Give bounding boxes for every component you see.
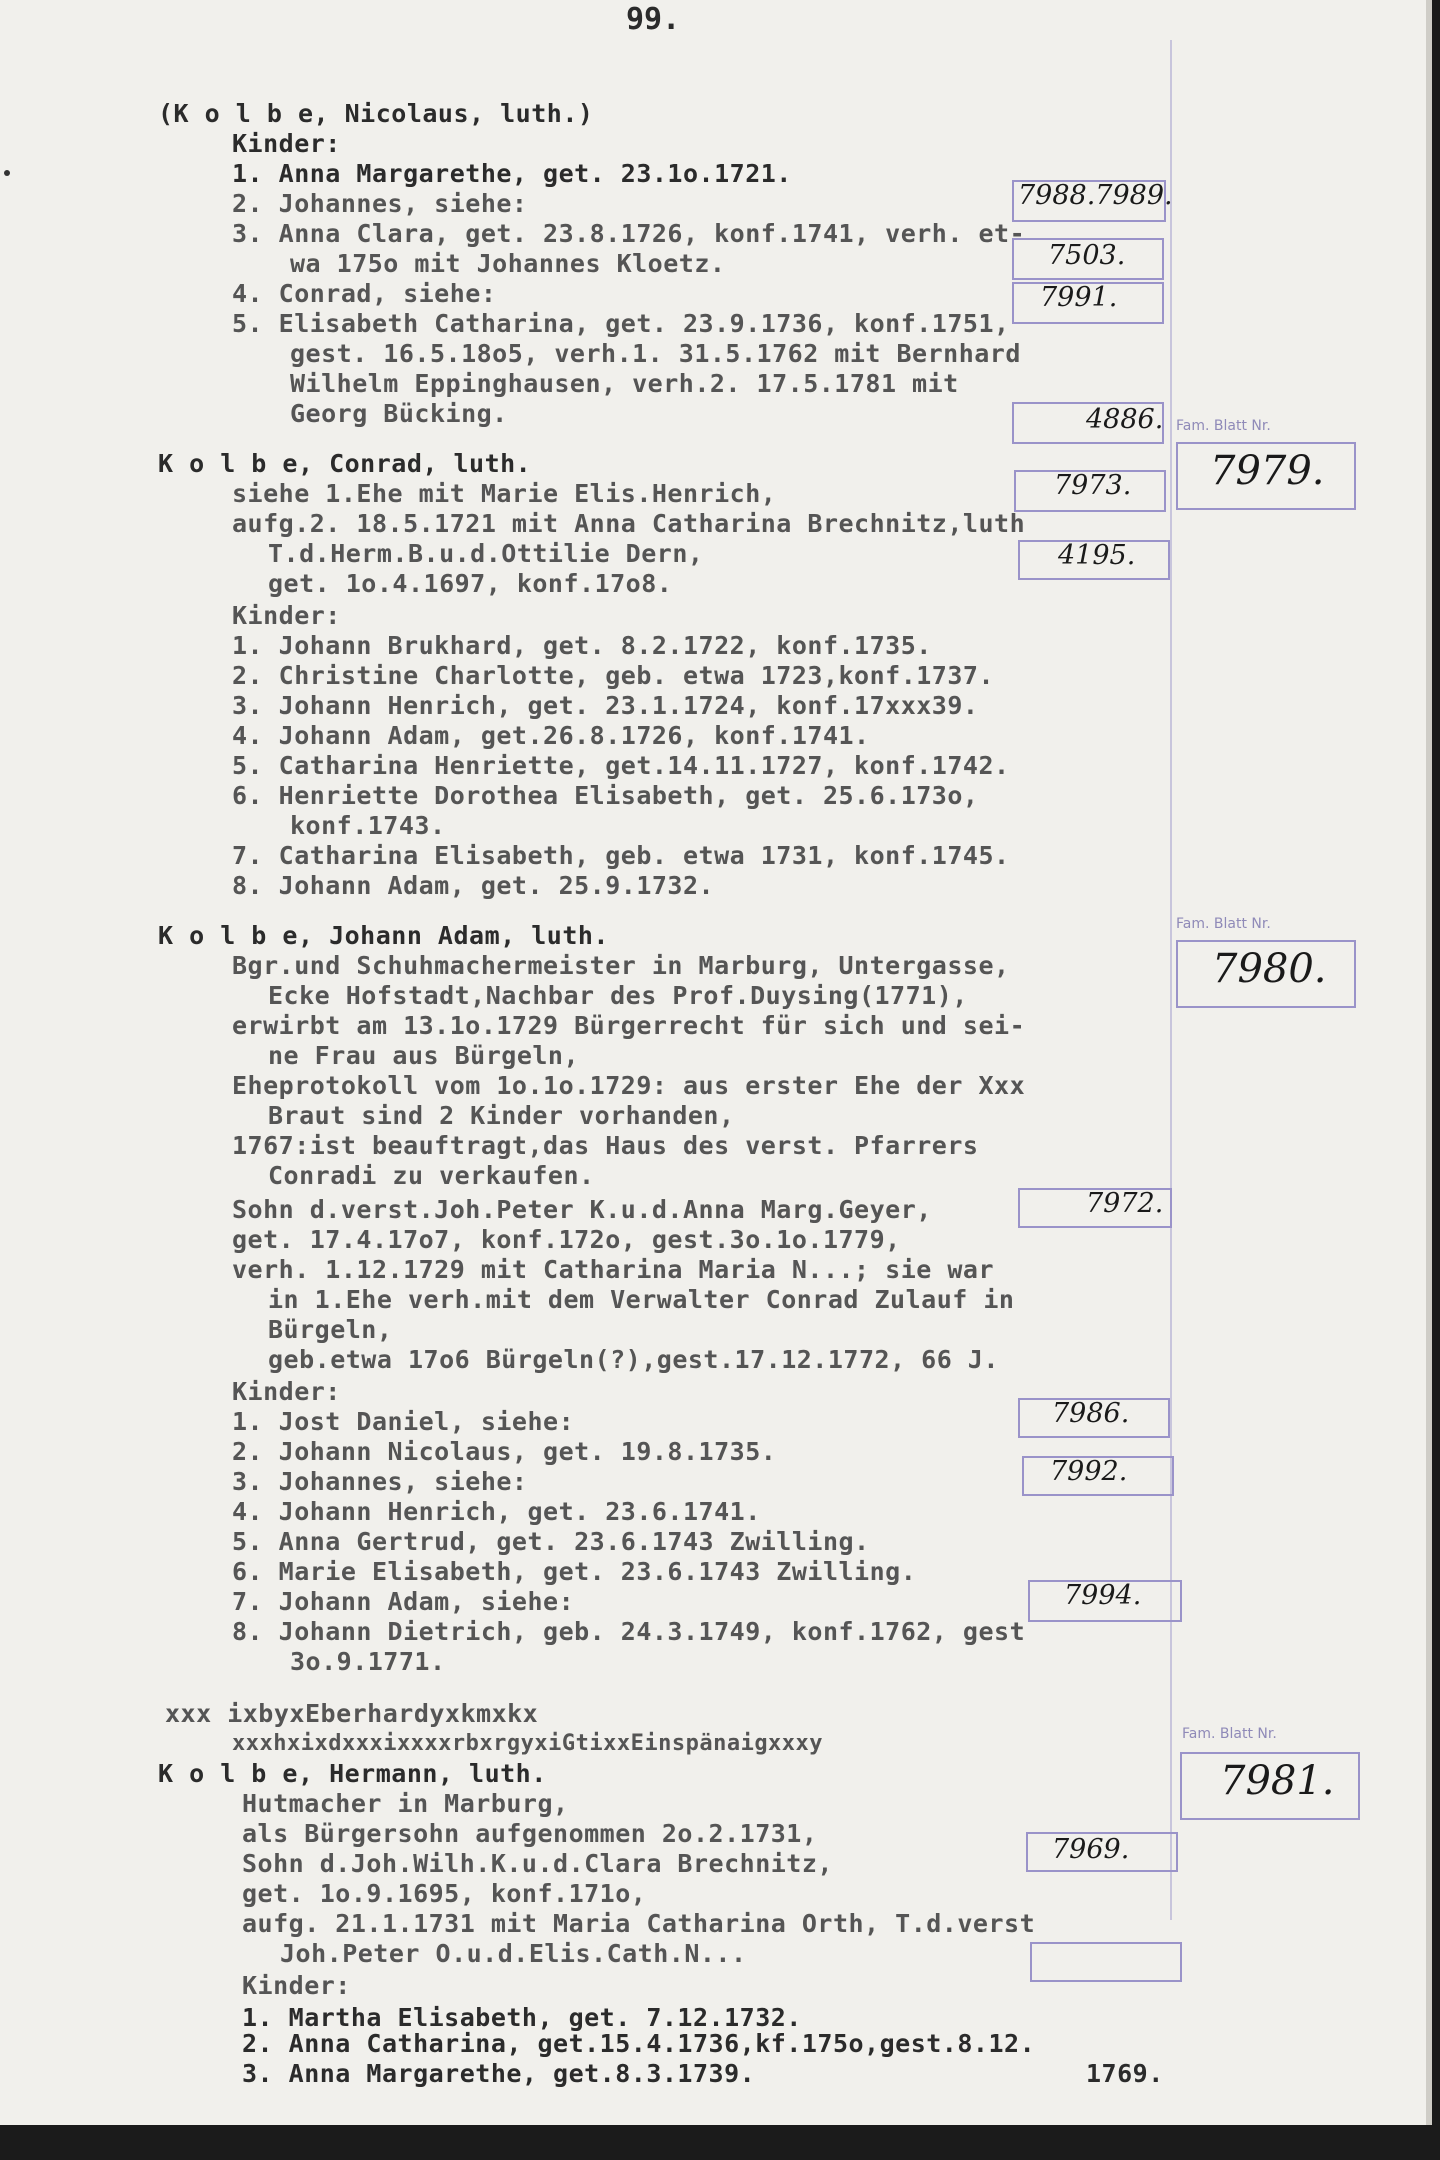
child-line: 4. Johann Adam, get.26.8.1726, konf.1741.	[232, 721, 870, 750]
child-line: 1. Johann Brukhard, get. 8.2.1722, konf.1735.	[232, 631, 932, 660]
child-line: Georg Bücking.	[290, 399, 508, 428]
child-line: 3. Anna Margarethe, get.8.3.1739.	[242, 2059, 756, 2088]
child-line: 5. Anna Gertrud, get. 23.6.1743 Zwilling.	[232, 1527, 870, 1556]
child-line: gest. 16.5.18o5, verh.1. 31.5.1762 mit Bernhard	[290, 339, 1021, 368]
entry-heading-nicolaus: (K o l b e, Nicolaus, luth.)	[158, 99, 594, 128]
kinder-label: Kinder:	[232, 601, 341, 630]
child-line: wa 175o mit Johannes Kloetz.	[290, 249, 726, 278]
child-line: 2. Christine Charlotte, geb. etwa 1723,konf.1737.	[232, 661, 995, 690]
entry-line: Eheprotokoll vom 1o.1o.1729: aus erster Ehe der Xxx	[232, 1071, 1026, 1100]
entry-line: get. 1o.4.1697, konf.17o8.	[268, 569, 673, 598]
fam-blatt-label: Fam. Blatt Nr.	[1176, 916, 1271, 932]
child-line: konf.1743.	[290, 811, 446, 840]
entry-line: geb.etwa 17o6 Bürgeln(?),gest.17.12.1772, 66 J.	[268, 1345, 999, 1374]
fam-blatt-number: 7981.	[1220, 1758, 1335, 1804]
kinder-label: Kinder:	[242, 1971, 351, 2000]
entry-line: 1767:ist beauftragt,das Haus des verst. Pfarrers	[232, 1131, 979, 1160]
struck-text: xxx ixbyxEberhardyxkmxkx	[165, 1699, 539, 1728]
entry-line: in 1.Ehe verh.mit dem Verwalter Conrad Zulauf in	[268, 1285, 1015, 1314]
ref-box-empty	[1030, 1942, 1182, 1982]
entry-line: Sohn d.verst.Joh.Peter K.u.d.Anna Marg.Geyer,	[232, 1195, 932, 1224]
fam-blatt-label: Fam. Blatt Nr.	[1182, 1726, 1277, 1742]
child-line: 3. Johannes, siehe:	[232, 1467, 528, 1496]
ref-number: 7991.	[1040, 282, 1118, 313]
entry-line: Sohn d.Joh.Wilh.K.u.d.Clara Brechnitz,	[242, 1849, 833, 1878]
child-line: 7. Johann Adam, siehe:	[232, 1587, 575, 1616]
child-line: 2. Johannes, siehe:	[232, 189, 528, 218]
entry-line: Bgr.und Schuhmachermeister in Marburg, Untergasse,	[232, 951, 1010, 980]
ref-number: 7994.	[1064, 1580, 1142, 1611]
child-line: 4. Conrad, siehe:	[232, 279, 497, 308]
ref-number: 7986.	[1052, 1398, 1130, 1429]
entry-line: get. 1o.9.1695, konf.171o,	[242, 1879, 647, 1908]
ref-number: 7973.	[1054, 470, 1132, 501]
entry-line: Ecke Hofstadt,Nachbar des Prof.Duysing(1771),	[268, 981, 968, 1010]
entry-line: als Bürgersohn aufgenommen 2o.2.1731,	[242, 1819, 818, 1848]
entry-line: Braut sind 2 Kinder vorhanden,	[268, 1101, 735, 1130]
entry-line: Conradi zu verkaufen.	[268, 1161, 595, 1190]
entry-line: erwirbt am 13.1o.1729 Bürgerrecht für sich und sei-	[232, 1011, 1026, 1040]
ref-number: 4195.	[1058, 540, 1136, 571]
kinder-label: Kinder:	[232, 129, 341, 158]
child-line: 2. Anna Catharina, get.15.4.1736,kf.175o,gest.8.12.	[242, 2029, 1036, 2058]
child-line: 2. Johann Nicolaus, get. 19.8.1735.	[232, 1437, 777, 1466]
fam-blatt-label: Fam. Blatt Nr.	[1176, 418, 1271, 434]
child-line: 3. Johann Henrich, get. 23.1.1724, konf.17xxx39.	[232, 691, 979, 720]
child-line: 7. Catharina Elisabeth, geb. etwa 1731, konf.1745.	[232, 841, 1010, 870]
child-line: 6. Henriette Dorothea Elisabeth, get. 25.6.173o,	[232, 781, 979, 810]
page-number: 99.	[626, 2, 681, 37]
ref-number: 7992.	[1050, 1456, 1128, 1487]
child-line: 6. Marie Elisabeth, get. 23.6.1743 Zwilling.	[232, 1557, 917, 1586]
child-line: Wilhelm Eppinghausen, verh.2. 17.5.1781 mit	[290, 369, 959, 398]
entry-line: siehe 1.Ehe mit Marie Elis.Henrich,	[232, 479, 777, 508]
entry-heading-johann-adam: K o l b e, Johann Adam, luth.	[158, 921, 609, 950]
ref-number: 7972.	[1086, 1188, 1164, 1219]
child-line: 5. Elisabeth Catharina, get. 23.9.1736, konf.1751,	[232, 309, 1010, 338]
kinder-label: Kinder:	[232, 1377, 341, 1406]
entry-heading-hermann: K o l b e, Hermann, luth.	[158, 1759, 547, 1788]
fam-blatt-number: 7980.	[1212, 946, 1327, 992]
child-line: 3o.9.1771.	[290, 1647, 446, 1676]
margin-rule	[1170, 40, 1172, 1920]
entry-line: ne Frau aus Bürgeln,	[268, 1041, 580, 1070]
entry-line: get. 17.4.17o7, konf.172o, gest.3o.1o.1779,	[232, 1225, 901, 1254]
entry-line: verh. 1.12.1729 mit Catharina Maria N...; sie war	[232, 1255, 995, 1284]
struck-text: xxxhxixdxxxixxxxrbxrgyxiGtixxEinspänaigxxxy	[232, 1731, 824, 1756]
child-line: 4. Johann Henrich, get. 23.6.1741.	[232, 1497, 761, 1526]
ref-number: 7969.	[1052, 1834, 1130, 1865]
child-line: 1. Anna Margarethe, get. 23.1o.1721.	[232, 159, 792, 188]
entry-line: Bürgeln,	[268, 1315, 393, 1344]
child-line: 5. Catharina Henriette, get.14.11.1727, konf.1742.	[232, 751, 1010, 780]
child-line: 8. Johann Dietrich, geb. 24.3.1749, konf.1762, gest	[232, 1617, 1026, 1646]
child-line: 8. Johann Adam, get. 25.9.1732.	[232, 871, 715, 900]
entry-line: Hutmacher in Marburg,	[242, 1789, 569, 1818]
ref-number: 4886.	[1086, 404, 1164, 435]
child-line: 1. Jost Daniel, siehe:	[232, 1407, 575, 1436]
punch-mark	[4, 170, 10, 176]
child-line: 1. Martha Elisabeth, get. 7.12.1732.	[242, 2003, 802, 2032]
child-line: 3. Anna Clara, get. 23.8.1726, konf.1741, verh. et-	[232, 219, 1026, 248]
death-year: 1769.	[1086, 2059, 1164, 2088]
entry-line: Joh.Peter O.u.d.Elis.Cath.N...	[280, 1939, 747, 1968]
ref-number: 7988.7989.	[1018, 180, 1173, 211]
entry-line: aufg. 21.1.1731 mit Maria Catharina Orth, T.d.verst	[242, 1909, 1036, 1938]
entry-line: T.d.Herm.B.u.d.Ottilie Dern,	[268, 539, 704, 568]
ref-number: 7503.	[1048, 240, 1126, 271]
entry-line: aufg.2. 18.5.1721 mit Anna Catharina Brechnitz,luth	[232, 509, 1026, 538]
entry-heading-conrad: K o l b e, Conrad, luth.	[158, 449, 532, 478]
fam-blatt-number: 7979.	[1210, 448, 1325, 494]
